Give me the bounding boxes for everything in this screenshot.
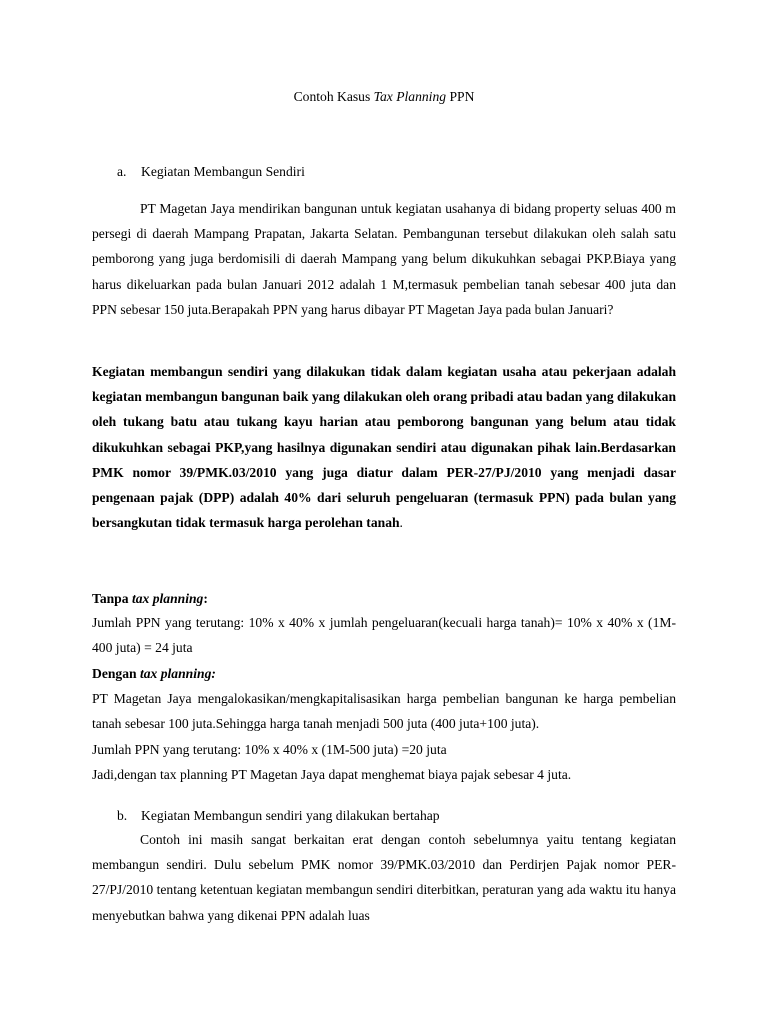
section-b-label: b.: [117, 808, 128, 823]
conclusion-text: Jadi,dengan tax planning PT Magetan Jaya dapat menghemat biaya pajak sebesar 4 juta.: [92, 767, 572, 782]
section-a-label: a.: [117, 164, 127, 179]
dengan-heading: Dengan tax planning:: [92, 666, 216, 681]
tanpa-text: Jumlah PPN yang terutang: 10% x 40% x jumlah pengeluaran(kecuali harga tanah)= 10% x 40% x (1M-400 juta) = 24 juta: [92, 615, 676, 655]
section-a-heading: a. Kegiatan Membangun Sendiri: [117, 162, 305, 182]
jumlah-ppn-text: Jumlah PPN yang terutang: 10% x 40% x (1M-500 juta) =20 juta: [92, 742, 447, 757]
section-a-paragraph-2: Kegiatan membangun sendiri yang dilakukan tidak dalam kegiatan usaha atau pekerjaan adalah kegiatan membangun bangunan baik yang dilakukan oleh orang pribadi atau badan yang dilakukan oleh tukang batu atau tukang kayu harian atau pemborong bangunan yang belum atau tidak dikukuhkan sebagai PKP,yang hasilnya digunakan sendiri atau digunakan pihak lain.Berdasarkan PMK nomor 39/PMK.03/2010 yang juga diatur dalam PER-27/PJ/2010 yang menjadi dasar pengenaan pajak (DPP) adalah 40% dari seluruh pengeluaran (termasuk PPN) pada bulan yang bersangkutan tidak termasuk harga perolehan tanah.: [92, 364, 677, 531]
document-title: Contoh Kasus Tax Planning PPN: [293, 89, 475, 104]
section-b-paragraph-1: Contoh ini masih sangat berkaitan erat dengan contoh sebelumnya yaitu tentang kegiatan membangun sendiri. Dulu sebelum PMK nomor 39/PMK.03/2010 dan Perdirjen Pajak nomor PER-27/PJ/2010 tentang ketentuan kegiatan membangun sendiri diterbitkan, peraturan yang ada waktu itu hanya menyebutkan bahwa yang dikenai PPN adalah luas: [92, 832, 676, 923]
section-b-heading: b. Kegiatan Membangun sendiri yang dilakukan bertahap: [117, 806, 440, 826]
section-a-paragraph-1: PT Magetan Jaya mendirikan bangunan untuk kegiatan usahanya di bidang property seluas 400 m persegi di daerah Mampang Prapatan, Jakarta Selatan. Pembangunan tersebut dilakukan oleh salah satu pemborong yang juga berdomisili di daerah Mampang yang belum dikukuhkan sebagai PKP.Biaya yang harus dikeluarkan pada bulan Januari 2012 adalah 1 M,termasuk pembelian tanah sebesar 400 juta dan PPN sebesar 150 juta.Berapakah PPN yang harus dibayar PT Magetan Jaya pada bulan Januari?: [92, 201, 676, 317]
tanpa-heading: Tanpa tax planning:: [92, 591, 208, 606]
dengan-text: PT Magetan Jaya mengalokasikan/mengkapitalisasikan harga pembelian bangunan ke harga pembelian tanah sebesar 100 juta.Sehingga harga tanah menjadi 500 juta (400 juta+100 juta).: [92, 691, 676, 731]
